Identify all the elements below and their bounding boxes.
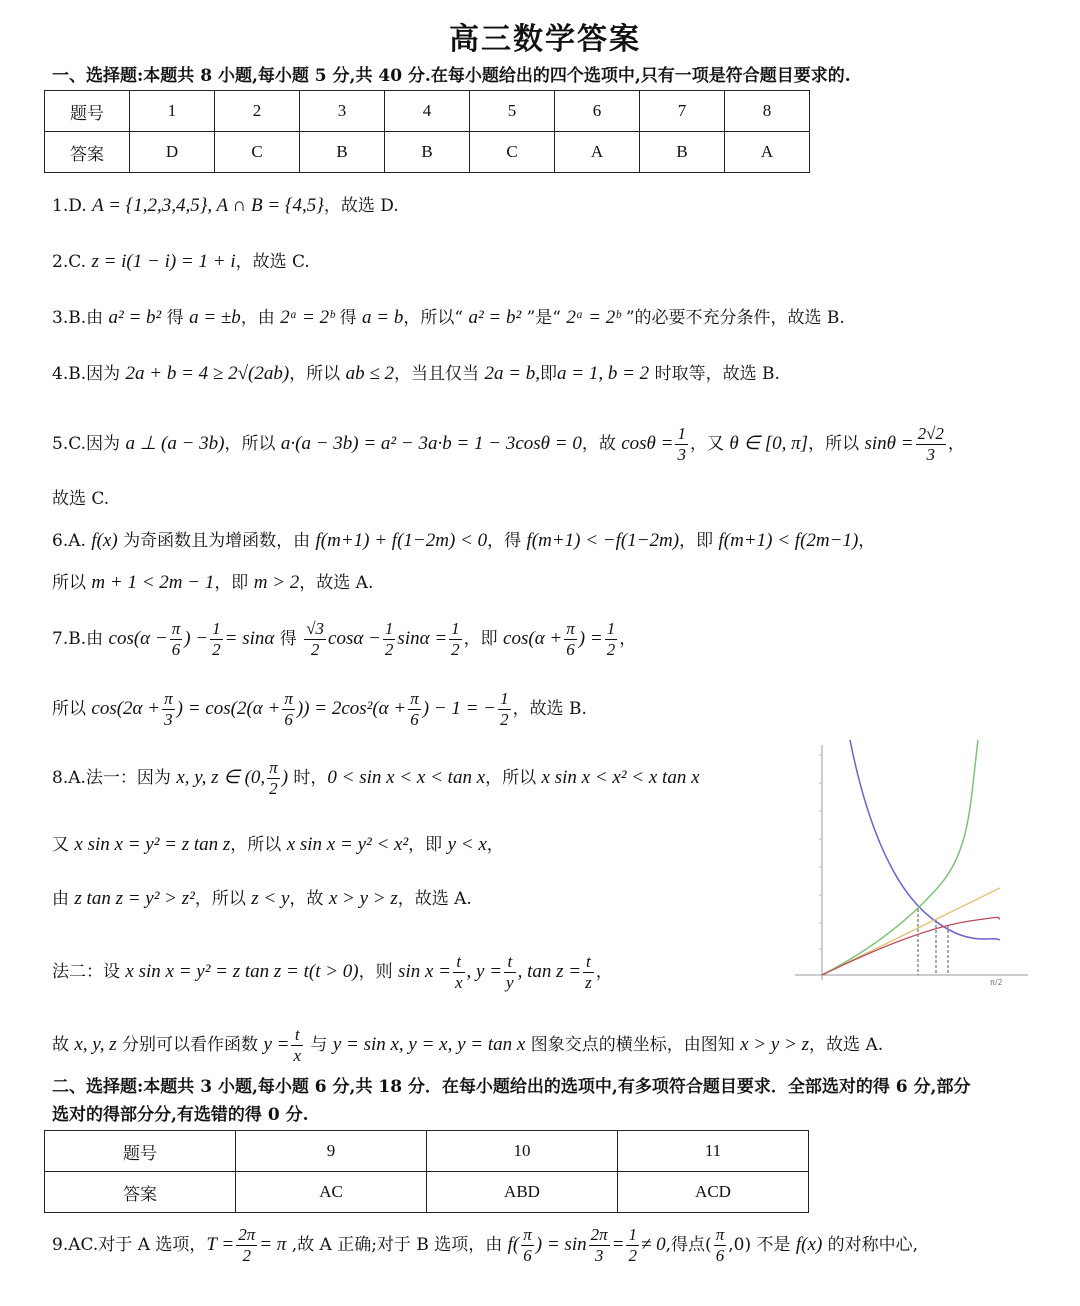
fraction: $\frac{1}{3}$ bbox=[677, 424, 686, 464]
curve-t-over-x bbox=[850, 740, 1000, 940]
fraction: $\frac{1}{2}$ bbox=[212, 619, 221, 659]
fraction: $\frac{t}{x}$ bbox=[293, 1025, 301, 1065]
answer-cell: AC bbox=[236, 1172, 427, 1213]
fraction: $\frac{\pi}{6}$ bbox=[171, 619, 181, 659]
solution-6: 6.A. f(x) 为奇函数且为增函数，由 f(m+1) + f(1−2m) < 0，得 f(m+1) < −f(1−2m)，即 f(m+1) < f(2m−1)， bbox=[52, 530, 876, 551]
fraction: $\frac{2\pi}{2}$ bbox=[238, 1225, 256, 1265]
solution-4: 4.B.因为 2a + b = 4 ≥ 2√(2ab)，所以 ab ≤ 2，当且仅当 2a = b,即a = 1, b = 2 时取等，故选 B. bbox=[52, 363, 780, 384]
table-row bbox=[45, 91, 810, 132]
question-number: 2 bbox=[215, 91, 300, 132]
answer-cell: A bbox=[555, 132, 640, 173]
solution-8-line3: 由 z tan z = y² > z²，所以 z < y，故 x > y > z，故选 A. bbox=[52, 888, 472, 909]
answer-table-2 bbox=[44, 1130, 809, 1213]
row-label: 题号 bbox=[45, 1131, 236, 1172]
solution-8-line1: 8.A.法一：因为 x, y, z ∈ (0, $\frac{\pi}{2}$ ) 时，0 < sin x < x < tan x，所以 x sin x < x² < x tan x bbox=[52, 758, 700, 798]
row-label: 答案 bbox=[45, 1172, 236, 1213]
question-number: 9 bbox=[236, 1131, 427, 1172]
question-number: 7 bbox=[640, 91, 725, 132]
question-number: 3 bbox=[300, 91, 385, 132]
fraction: $\frac{1}{2}$ bbox=[500, 689, 509, 729]
fraction: $\frac{t}{y}$ bbox=[506, 952, 514, 992]
fraction: $\frac{t}{x}$ bbox=[454, 952, 463, 992]
solution-2: 2.C. z = i(1 − i) = 1 + i，故选 C. bbox=[52, 251, 310, 272]
fraction: $\frac{1}{2}$ bbox=[606, 619, 616, 659]
curve-tan-x bbox=[822, 740, 978, 975]
question-number: 8 bbox=[725, 91, 810, 132]
answer-cell: ABD bbox=[427, 1172, 618, 1213]
solution-1: 1.D. A = {1,2,3,4,5}, A ∩ B = {4,5}，故选 D. bbox=[52, 195, 399, 216]
fraction: $\frac{\pi}{6}$ bbox=[523, 1225, 532, 1265]
answer-cell: B bbox=[640, 132, 725, 173]
question-number: 5 bbox=[470, 91, 555, 132]
question-number: 6 bbox=[555, 91, 640, 132]
table-row bbox=[45, 132, 810, 173]
solution-6-line2: 所以 m + 1 < 2m − 1，即 m > 2，故选 A. bbox=[52, 572, 374, 593]
question-number: 1 bbox=[130, 91, 215, 132]
fraction: $\frac{1}{2}$ bbox=[384, 619, 394, 659]
section-2-heading-line2: 选对的得部分分,有选错的得 0 分. bbox=[52, 1105, 309, 1125]
answer-cell: C bbox=[215, 132, 300, 173]
answer-cell: ACD bbox=[618, 1172, 809, 1213]
fraction: $\frac{t}{z}$ bbox=[585, 952, 592, 992]
fraction: $\frac{√3}{2}$ bbox=[306, 619, 325, 659]
answer-cell: C bbox=[470, 132, 555, 173]
section-1-heading: 一、选择题:本题共 8 小题,每小题 5 分,共 40 分.在每小题给出的四个选项中,只有一项是符合题目要求的. bbox=[52, 66, 851, 86]
x-end-label: π/2 bbox=[990, 978, 1003, 985]
fraction: $\frac{2\pi}{3}$ bbox=[590, 1225, 608, 1265]
answer-table-1 bbox=[44, 90, 810, 173]
question-number: 4 bbox=[385, 91, 470, 132]
row-label: 题号 bbox=[45, 91, 130, 132]
answer-cell: B bbox=[300, 132, 385, 173]
solution-7-line2: 所以 cos(2α + $\frac{\pi}{3}$ ) = cos(2(α + $\frac{\pi}{6}$ )) = 2cos²(α + $\frac{\pi}{6}$ ) − 1 = − $\frac{1}{2}$ ，故选 B. bbox=[52, 689, 587, 729]
curve-sin-x bbox=[822, 917, 1000, 975]
fraction: $\frac{2√2}{3}$ bbox=[917, 424, 944, 464]
answer-cell: B bbox=[385, 132, 470, 173]
fraction: $\frac{1}{2}$ bbox=[451, 619, 460, 659]
fraction: $\frac{1}{2}$ bbox=[628, 1225, 637, 1265]
question-number: 10 bbox=[427, 1131, 618, 1172]
solution-7: 7.B.由 cos(α − $\frac{\pi}{6}$ ) − $\frac{1}{2}$ = sinα 得 $\frac{√3}{2}$ cosα − $\frac{1}{2}$ sinα = $\frac{1}{2}$ ，即 cos(α + $\frac{\pi}{6}$ ) = $\frac{1}{2}$ ， bbox=[52, 619, 637, 659]
fraction: $\frac{\pi}{6}$ bbox=[410, 689, 419, 729]
table-row bbox=[45, 1131, 809, 1172]
page-title: 高三数学答案 bbox=[449, 22, 641, 57]
solution-5-conclusion: 故选 C. bbox=[52, 489, 110, 509]
solution-9: 9.AC.对于 A 选项，T = $\frac{2\pi}{2}$ = π ,故 A 正确;对于 B 选项，由 f( $\frac{\pi}{6}$ ) = sin $\frac{2\pi}{3}$ = $\frac{1}{2}$ ≠ 0,得点( $\frac{\pi}{6}$ ,0) 不是 f(x) 的对称中心, bbox=[52, 1225, 919, 1265]
function-graph bbox=[790, 735, 1030, 985]
row-label: 答案 bbox=[45, 132, 130, 173]
solution-5: 5.C.因为 a ⊥ (a − 3b)，所以 a·(a − 3b) = a² − 3a·b = 1 − 3cosθ = 0，故 cosθ = $\frac{1}{3}$ ，又 θ ∈ [0, π]，所以 sinθ = $\frac{2√2}{3}$ ， bbox=[52, 424, 965, 464]
question-number: 11 bbox=[618, 1131, 809, 1172]
solution-3: 3.B.由 a² = b² 得 a = ±b，由 2ᵃ = 2ᵇ 得 a = b，所以“ a² = b² ”是“ 2ᵃ = 2ᵇ ”的必要不充分条件，故选 B. bbox=[52, 307, 845, 328]
fraction: $\frac{\pi}{2}$ bbox=[269, 758, 278, 798]
answer-cell: A bbox=[725, 132, 810, 173]
fraction: $\frac{\pi}{6}$ bbox=[715, 1225, 725, 1265]
fraction: $\frac{\pi}{6}$ bbox=[284, 689, 293, 729]
table-row bbox=[45, 1172, 809, 1213]
solution-8-line4: 法二：设 x sin x = y² = z tan z = t(t > 0)，则 sin x = $\frac{t}{x}$ , y = $\frac{t}{y}$ , tan z = $\frac{t}{z}$ ， bbox=[52, 952, 613, 992]
fraction: $\frac{\pi}{6}$ bbox=[566, 619, 575, 659]
answer-cell: D bbox=[130, 132, 215, 173]
solution-8-line2: 又 x sin x = y² = z tan z，所以 x sin x = y² < x²，即 y < x， bbox=[52, 834, 504, 855]
fraction: $\frac{\pi}{3}$ bbox=[164, 689, 173, 729]
solution-8-line5: 故 x, y, z 分别可以看作函数 y = $\frac{t}{x}$ 与 y = sin x, y = x, y = tan x 图象交点的横坐标，由图知 x > y > z，故选 A. bbox=[52, 1025, 884, 1065]
section-2-heading-line1: 二、选择题:本题共 3 小题,每小题 6 分,共 18 分．在每小题给出的选项中,有多项符合题目要求．全部选对的得 6 分,部分 bbox=[52, 1077, 971, 1097]
